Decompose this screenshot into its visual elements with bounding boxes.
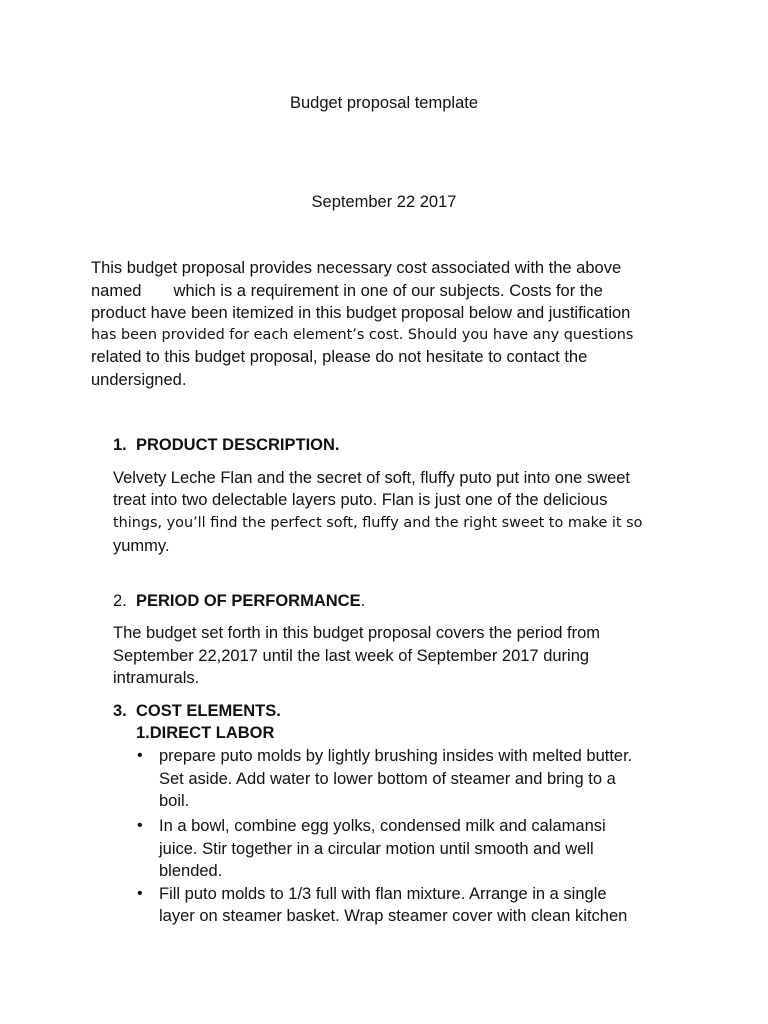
document-date: September 22 2017 [311, 193, 457, 211]
body-line: September 22,2017 until the last week of September 2017 during [113, 647, 590, 665]
intro-line: named which is a requirement in one of our subjects. Costs for the [91, 282, 603, 300]
intro-line: This budget proposal provides necessary cost associated with the above [91, 259, 622, 277]
document-title: Budget proposal template [289, 94, 479, 112]
section-heading: COST ELEMENTS. [136, 702, 281, 720]
bullet-icon: • [137, 747, 143, 764]
list-item-line: In a bowl, combine egg yolks, condensed milk and calamansi [159, 817, 606, 835]
section-heading: PRODUCT DESCRIPTION. [136, 436, 340, 454]
body-line: treat into two delectable layers puto. Flan is just one of the delicious [113, 491, 608, 509]
section-heading-suffix: . [360, 592, 366, 610]
intro-line: product have been itemized in this budget proposal below and justification [91, 304, 631, 322]
list-item-line: blended. [159, 862, 223, 880]
intro-line: has been provided for each element’s cost. Should you have any questions [91, 327, 634, 343]
list-item-line: Set aside. Add water to lower bottom of steamer and bring to a [159, 770, 616, 788]
list-item-line: prepare puto molds by lightly brushing insides with melted butter. [159, 747, 633, 765]
bullet-icon: • [137, 817, 143, 834]
section-number: 1. [113, 436, 127, 454]
section-number: 3. [113, 702, 127, 720]
body-line: intramurals. [113, 669, 200, 687]
section-heading-text: PERIOD OF PERFORMANCE [136, 592, 361, 610]
intro-line: undersigned. [91, 371, 187, 389]
body-line: yummy. [113, 537, 170, 555]
body-line: The budget set forth in this budget proposal covers the period from [113, 624, 601, 642]
intro-line: related to this budget proposal, please do not hesitate to contact the [91, 348, 588, 366]
list-item-line: boil. [159, 792, 190, 810]
subsection-heading: 1.DIRECT LABOR [136, 724, 275, 742]
list-item-line: Fill puto molds to 1/3 full with flan mixture. Arrange in a single [159, 885, 607, 903]
section-heading [136, 590, 365, 612]
body-line: things, you’ll find the perfect soft, fluffy and the right sweet to make it so [113, 515, 643, 531]
body-line: Velvety Leche Flan and the secret of soft, fluffy puto put into one sweet [113, 469, 631, 487]
section-number: 2. [113, 592, 127, 610]
list-item-line: juice. Stir together in a circular motion until smooth and well [159, 840, 594, 858]
list-item-line: layer on steamer basket. Wrap steamer cover with clean kitchen [159, 907, 628, 925]
bullet-icon: • [137, 885, 143, 902]
